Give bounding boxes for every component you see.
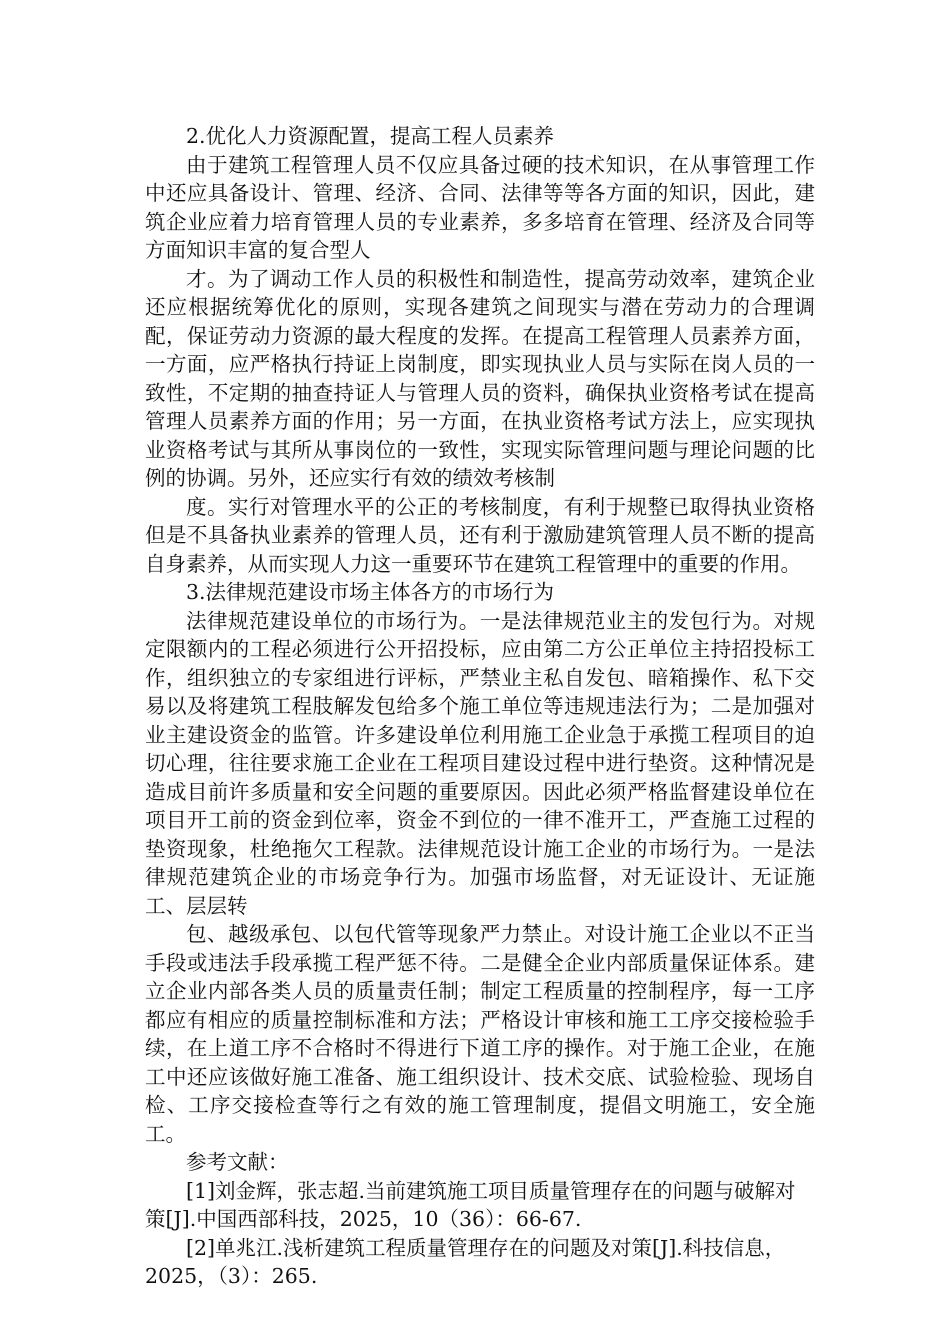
body-paragraph: 度。实行对管理水平的公正的考核制度，有利于规整已取得执业资格但是不具备执业素养的管理人员，还有利于激励建筑管理人员不断的提高自身素养，从而实现人力这一重要环节在建筑工程管理中的重要的作用。 bbox=[145, 494, 815, 576]
body-paragraph: 包、越级承包、以包代管等现象严力禁止。对设计施工企业以不正当手段或违法手段承揽工程严惩不待。二是健全企业内部质量保证体系。建立企业内部各类人员的质量责任制；制定工程质量的控制程序，每一工序都应有相应的质量控制标准和方法；严格设计审核和施工工序交接检验手续，在上道工序不合格时不得进行下道工序的操作。对于施工企业，在施工中还应该做好施工准备、施工组织设计、技术交底、试验检验、现场自检、工序交接检查等行之有效的施工管理制度，提倡文明施工，安全施工。 bbox=[145, 922, 815, 1146]
reference-item: [1]刘金辉，张志超.当前建筑施工项目质量管理存在的问题与破解对策[J].中国西部科技，2025，10（36）：66-67. bbox=[145, 1178, 796, 1231]
section-heading-2: 2.优化人力资源配置，提高工程人员素养 bbox=[186, 124, 555, 148]
body-paragraph: 法律规范建设单位的市场行为。一是法律规范业主的发包行为。对规定限额内的工程必须进行公开招投标，应由第二方公正单位主持招投标工作，组织独立的专家组进行评标，严禁业主私自发包、暗箱操作、私下交易以及将建筑工程肢解发包给多个施工单位等违规违法行为；二是加强对业主建设资金的监管。许多建设单位利用施工企业急于承揽工程项目的迫切心理，往往要求施工企业在工程项目建设过程中进行垫资。这种情况是造成目前许多质量和安全问题的重要原因。因此必须严格监督建设单位在项目开工前的资金到位率，资金不到位的一律不准开工，严查施工过程的垫资现象，杜绝拖欠工程款。法律规范设计施工企业的市场行为。一是法律规范建筑企业的市场竞争行为。加强市场监督，对无证设计、无证施工、层层转 bbox=[145, 608, 815, 918]
references-heading: 参考文献： bbox=[186, 1150, 289, 1174]
body-paragraph: 由于建筑工程管理人员不仅应具备过硬的技术知识，在从事管理工作中还应具备设计、管理、经济、合同、法律等等各方面的知识，因此，建筑企业应着力培育管理人员的专业素养，多多培育在管理、经济及合同等方面知识丰富的复合型人 bbox=[145, 152, 815, 262]
reference-item: [2]单兆江.浅析建筑工程质量管理存在的问题及对策[J].科技信息，2025，（3）：265. bbox=[145, 1235, 786, 1288]
body-paragraph: 才。为了调动工作人员的积极性和制造性，提高劳动效率，建筑企业还应根据统筹优化的原则，实现各建筑之间现实与潜在劳动力的合理调配，保证劳动力资源的最大程度的发挥。在提高工程管理人员素养方面，一方面，应严格执行持证上岗制度，即实现执业人员与实际在岗人员的一致性，不定期的抽查持证人与管理人员的资料，确保执业资格考试在提高管理人员素养方面的作用；另一方面，在执业资格考试方法上，应实现执业资格考试与其所从事岗位的一致性，实现实际管理问题与理论问题的比例的协调。另外，还应实行有效的绩效考核制 bbox=[145, 266, 815, 490]
document-body bbox=[145, 122, 815, 1291]
section-heading-3: 3.法律规范建设市场主体各方的市场行为 bbox=[186, 580, 555, 604]
